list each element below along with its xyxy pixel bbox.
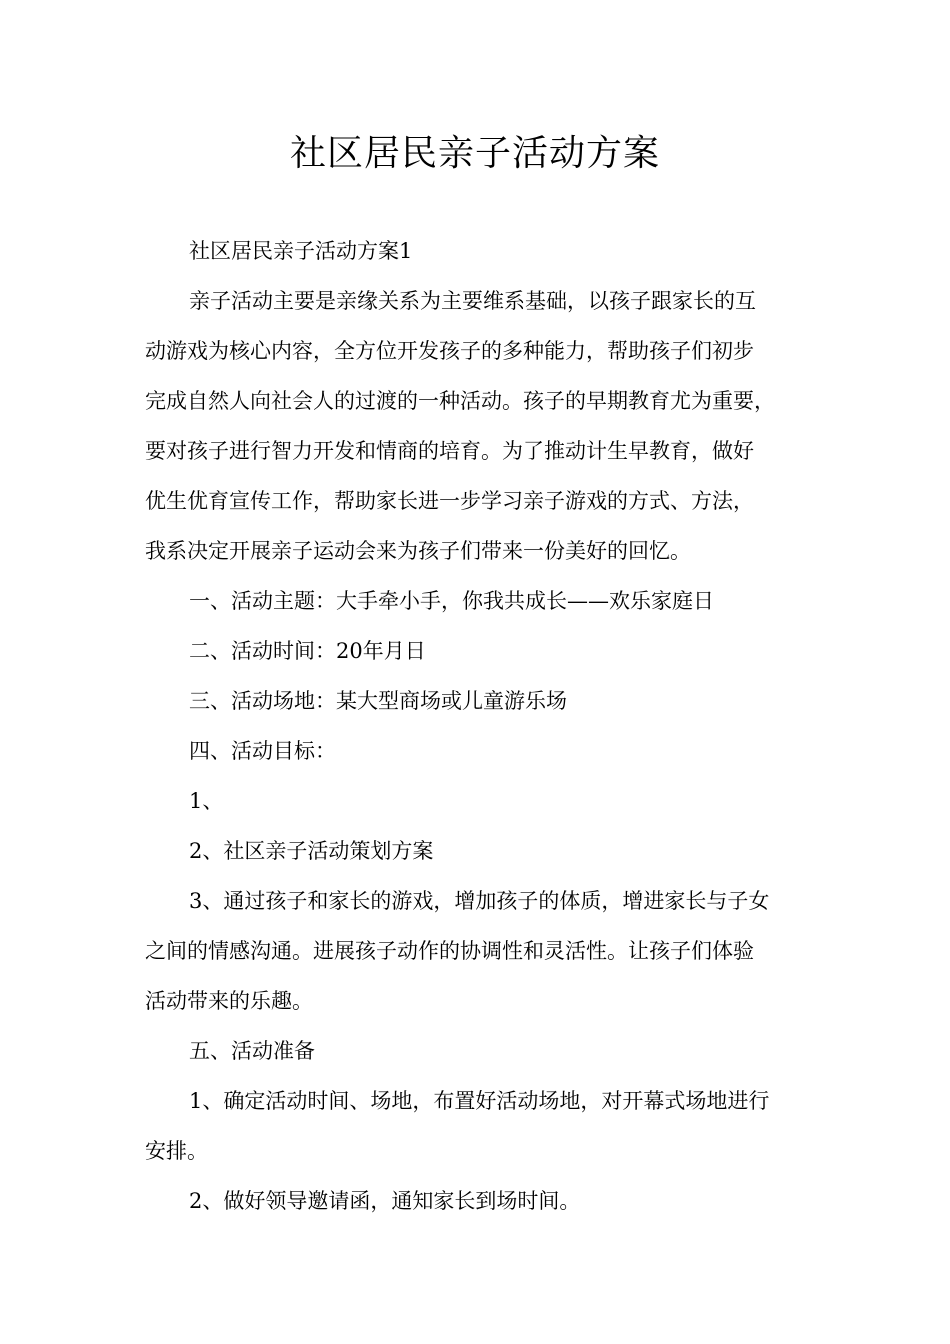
theme-line: 一、活动主题：大手牵小手，你我共成长——欢乐家庭日 bbox=[189, 589, 714, 613]
intro-line-2: 动游戏为核心内容，全方位开发孩子的多种能力，帮助孩子们初步 bbox=[145, 339, 754, 363]
goal-3-paragraph bbox=[145, 876, 810, 1026]
prep-heading: 五、活动准备 bbox=[189, 1039, 315, 1063]
prep-2: 2、做好领导邀请函，通知家长到场时间。 bbox=[189, 1189, 581, 1213]
intro-line-6: 我系决定开展亲子运动会来为孩子们带来一份美好的回忆。 bbox=[145, 539, 691, 563]
goals-heading: 四、活动目标： bbox=[189, 739, 336, 763]
time-line: 二、活动时间：20年月日 bbox=[189, 639, 426, 663]
intro-line-3: 完成自然人向社会人的过渡的一种活动。孩子的早期教育尤为重要， bbox=[145, 389, 775, 413]
prep-1-line-1: 1、确定活动时间、场地，布置好活动场地，对开幕式场地进行 bbox=[189, 1089, 770, 1113]
intro-line-5: 优生优育宣传工作，帮助家长进一步学习亲子游戏的方式、方法， bbox=[145, 489, 754, 513]
intro-line-1: 亲子活动主要是亲缘关系为主要维系基础，以孩子跟家长的互 bbox=[189, 289, 756, 313]
goal-1: 1、 bbox=[189, 789, 224, 813]
document-title: 社区居民亲子活动方案 bbox=[289, 133, 660, 174]
goal-2: 2、社区亲子活动策划方案 bbox=[189, 839, 434, 863]
intro-paragraph bbox=[145, 276, 810, 576]
goal-3-line-1: 3、通过孩子和家长的游戏，增加孩子的体质，增进家长与子女 bbox=[189, 889, 770, 913]
venue-line: 三、活动场地：某大型商场或儿童游乐场 bbox=[189, 689, 567, 713]
goal-3-line-2: 之间的情感沟通。进展孩子动作的协调性和灵活性。让孩子们体验 bbox=[145, 939, 754, 963]
document-body bbox=[145, 226, 810, 1226]
prep-1-paragraph bbox=[145, 1076, 810, 1176]
goal-3-line-3: 活动带来的乐趣。 bbox=[145, 989, 313, 1013]
prep-1-line-2: 安排。 bbox=[145, 1139, 208, 1163]
intro-line-4: 要对孩子进行智力开发和情商的培育。为了推动计生早教育，做好 bbox=[145, 439, 754, 463]
section-title: 社区居民亲子活动方案1 bbox=[189, 239, 413, 263]
